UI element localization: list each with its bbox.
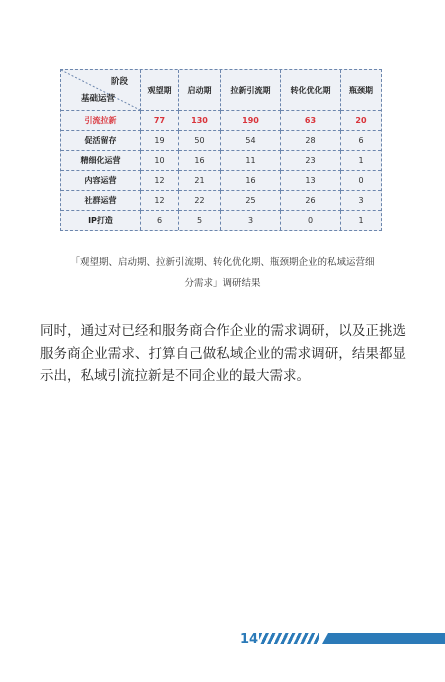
table-cell: 19 <box>141 131 179 151</box>
table-cell: 25 <box>221 191 281 211</box>
caption-line: 分需求」调研结果 <box>184 278 261 289</box>
table-cell: 13 <box>281 171 341 191</box>
caption-line: 「观望期、启动期、拉新引流期、转化优化期、瓶颈期企业的私域运营细 <box>70 257 375 268</box>
table-cell: 6 <box>141 211 179 230</box>
table-row <box>61 211 381 230</box>
table-cell: 5 <box>179 211 221 230</box>
table-cell: 28 <box>281 131 341 151</box>
corner-operation-label: 基础运营 <box>81 94 116 104</box>
table-caption <box>40 252 405 294</box>
table-row <box>61 151 381 171</box>
table-cell: 3 <box>221 211 281 230</box>
table-cell: 12 <box>141 191 179 211</box>
table-cell: 21 <box>179 171 221 191</box>
row-label: IP打造 <box>61 211 141 230</box>
table-cell: 12 <box>141 171 179 191</box>
row-label: 社群运营 <box>61 191 141 211</box>
table-cell: 26 <box>281 191 341 211</box>
table-cell: 6 <box>341 131 381 151</box>
diagonal-divider <box>61 70 140 110</box>
body-paragraph: 同时，通过对已经和服务商合作企业的需求调研，以及正挑选服务商企业需求、打算自己做私域企业的需求调研，结果都显示出，私域引流拉新是不同企业的最大需求。 <box>40 323 406 384</box>
table-cell: 16 <box>179 151 221 171</box>
table-cell: 1 <box>358 216 364 225</box>
stage-demand-table <box>61 70 381 230</box>
table-cell: 1 <box>341 151 381 171</box>
table-cell: 0 <box>341 171 381 191</box>
row-label: 引流拉新 <box>61 111 141 131</box>
row-label: 内容运营 <box>61 171 141 191</box>
header-cell: 转化优化期 <box>281 70 341 111</box>
row-label: 精细化运营 <box>61 151 141 171</box>
table-cell: 54 <box>221 131 281 151</box>
page-number: 14 <box>240 632 259 647</box>
header-cell: 观望期 <box>141 70 179 111</box>
header-cell: 启动期 <box>179 70 221 111</box>
table-corner-cell <box>61 70 141 111</box>
header-cell: 拉新引流期 <box>221 70 281 111</box>
research-table <box>60 69 382 231</box>
table-cell: 3 <box>341 191 381 211</box>
table-cell: 23 <box>281 151 341 171</box>
footer-stripes-decoration <box>259 633 319 644</box>
table-cell: 16 <box>221 171 281 191</box>
table-cell: 50 <box>179 131 221 151</box>
table-header-row <box>61 70 381 111</box>
table-cell: 130 <box>179 111 221 131</box>
header-cell: 瓶颈期 <box>341 70 381 111</box>
table-cell: 20 <box>341 111 381 131</box>
table-row <box>61 171 381 191</box>
table-cell: 10 <box>141 151 179 171</box>
table-cell: 0 <box>281 211 341 230</box>
table-row <box>61 131 381 151</box>
corner-stage-label: 阶段 <box>110 77 128 87</box>
table-cell: 11 <box>221 151 281 171</box>
table-cell: 22 <box>179 191 221 211</box>
table-row <box>61 191 381 211</box>
footer-bar-decoration <box>322 633 445 644</box>
table-row <box>61 111 381 131</box>
row-label: 促活留存 <box>61 131 141 151</box>
table-cell: 63 <box>281 111 341 131</box>
table-cell: 77 <box>141 111 179 131</box>
table-cell: 190 <box>221 111 281 131</box>
